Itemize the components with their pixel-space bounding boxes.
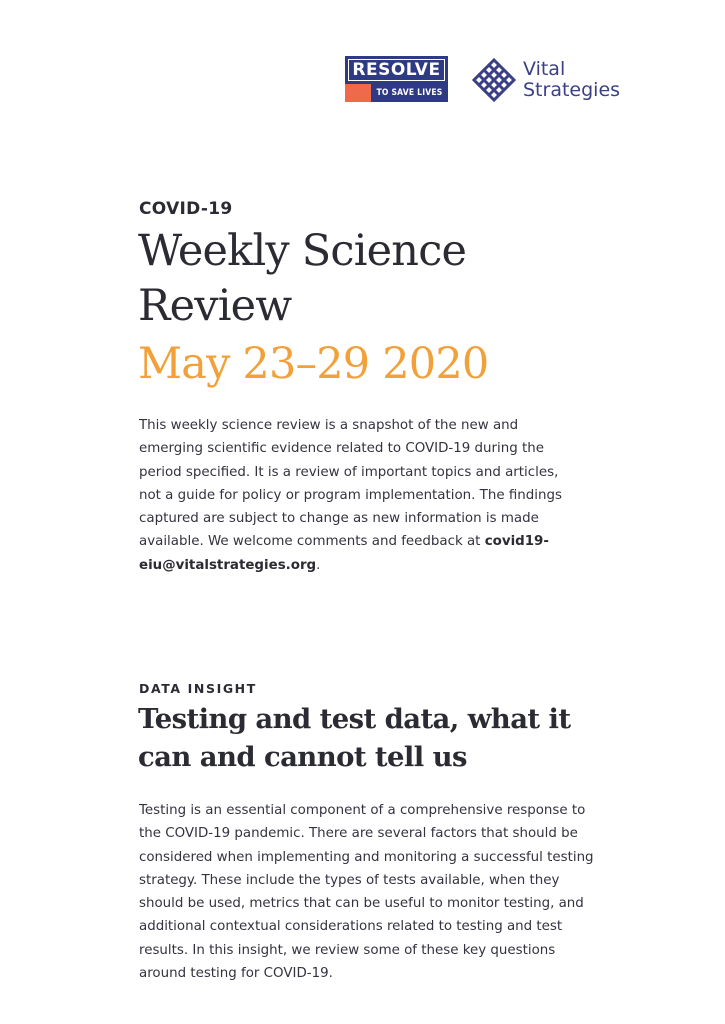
page-title xyxy=(138,224,618,334)
intro-paragraph xyxy=(139,414,579,577)
vital-strategies-wordmark xyxy=(523,59,620,101)
resolve-logo-orange-block xyxy=(345,84,371,102)
vital-wordmark-line2: Strategies xyxy=(523,79,621,101)
vital-strategies-logo xyxy=(471,56,631,104)
resolve-logo-tagline: TO SAVE LIVES xyxy=(376,88,443,98)
page-title-line2: Review xyxy=(138,281,292,331)
data-insight-eyebrow: DATA INSIGHT xyxy=(139,681,257,696)
intro-end: . xyxy=(316,557,321,573)
intro-text: This weekly science review is a snapshot of the new and emerging scientific evidence related to COVID-19 during the period specified. It is a review of important topics and articles, not a guide for policy or program implementation. The findings captured are subject to change as new information is made available. We welcome comments and feedback at xyxy=(139,418,562,550)
resolve-logo xyxy=(345,56,448,102)
covid-eyebrow: COVID-19 xyxy=(139,199,233,219)
vital-wordmark-line1: Vital xyxy=(523,58,566,80)
insight-body: Testing is an essential component of a comprehensive response to the COVID-19 pandemic. There are several factors that should be considered when implementing and monitoring a successful testing strategy. These include the types of tests available, when they should be used, metrics that can be useful to monitor testing, and additional contextual considerations related to testing and test results. In this insight, we review some of these key questions around testing for COVID-19. xyxy=(139,803,594,982)
resolve-logo-wordmark: RESOLVE xyxy=(345,56,448,84)
vital-strategies-mark-icon xyxy=(471,57,517,103)
review-date: May 23–29 2020 xyxy=(138,339,489,389)
insight-title: Testing and test data, what it can and cannot tell us xyxy=(138,703,571,773)
feedback-email-link[interactable]: covid19-eiu@vitalstrategies.org xyxy=(139,534,549,573)
page-title-line1: Weekly Science xyxy=(138,226,467,276)
resolve-logo-band xyxy=(345,84,448,102)
